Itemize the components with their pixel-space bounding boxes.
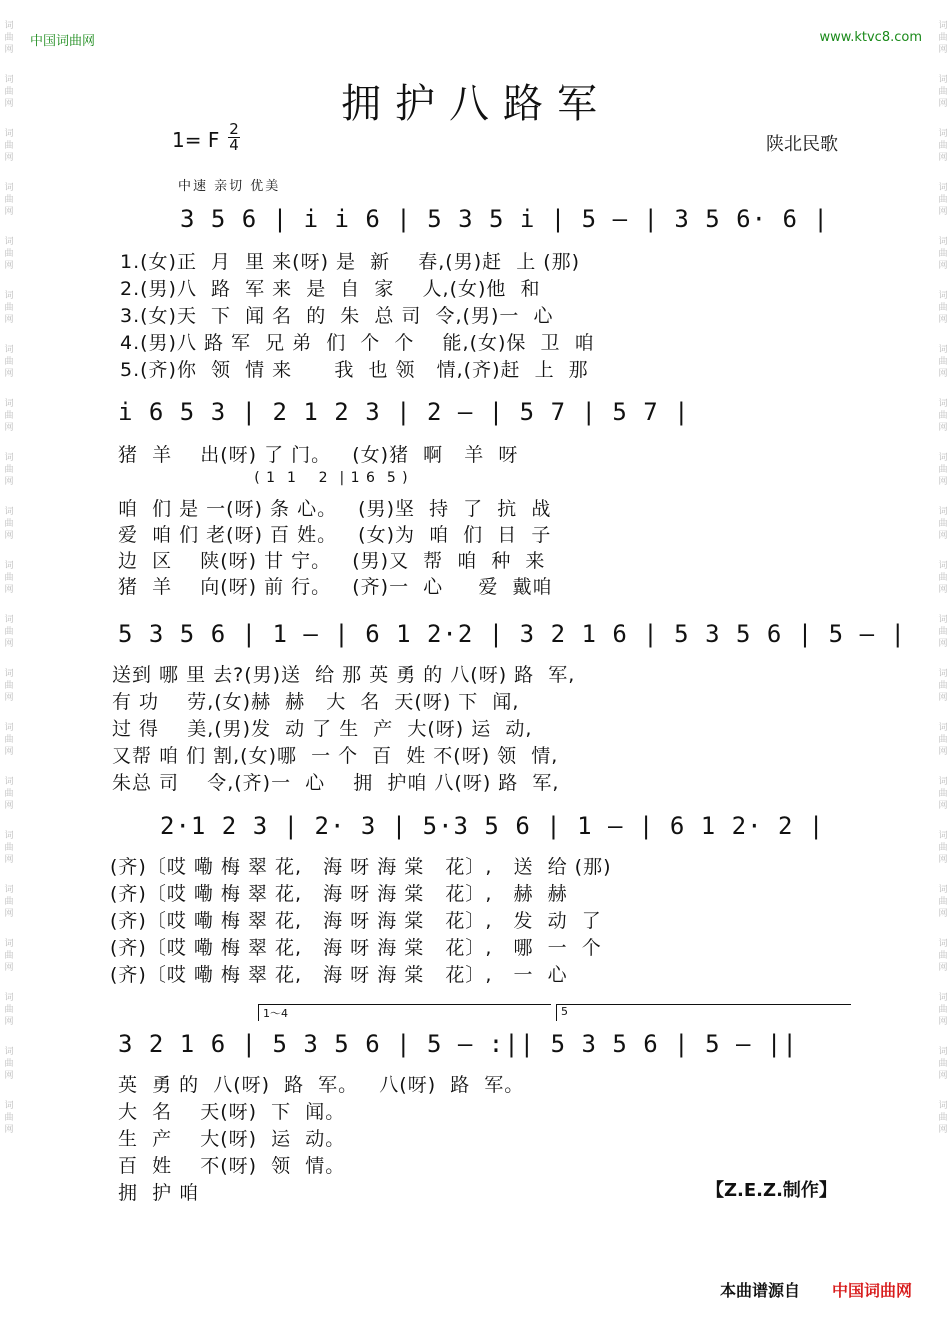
lyric-line: 送到 哪 里 去?(男)送 给 那 英 勇 的 八(呀) 路 军,	[112, 664, 576, 686]
side-watermark-text: 词曲网	[4, 507, 14, 541]
side-watermark-text: 词曲网	[938, 129, 948, 163]
credit-tag: 【Z.E.Z.制作】	[706, 1180, 837, 1201]
time-top: 2	[229, 120, 239, 138]
notes-line: 2·1 2 3 | 2· 3 | 5·3 5 6 | 1 — | 6 1 2· 2 |	[160, 812, 825, 840]
lyric-line: 咱 们 是 一(呀) 条 心。 (男)坚 持 了 抗 战	[118, 498, 552, 520]
side-watermark-text: 词曲网	[938, 615, 948, 649]
side-watermark-text: 词曲网	[938, 75, 948, 109]
lyric-line: (齐)〔哎 嘞 梅 翠 花, 海 呀 海 棠 花〕, 哪 一 个	[110, 937, 602, 959]
side-watermark-text: 词曲网	[4, 777, 14, 811]
side-watermark-text: 词曲网	[4, 21, 14, 55]
side-watermark-text: 词曲网	[4, 1047, 14, 1081]
lyric-line: 猪 羊 向(呀) 前 行。 (齐)一 心 爱 戴咱	[118, 576, 553, 598]
side-watermark-text: 词曲网	[938, 669, 948, 703]
side-watermark-text: 词曲网	[4, 831, 14, 865]
side-watermark-text: 词曲网	[4, 399, 14, 433]
side-watermark-text: 词曲网	[4, 129, 14, 163]
tempo-marking: 中速 亲切 优美	[178, 179, 281, 194]
volta-second-ending: 5	[556, 1004, 851, 1021]
song-title: 拥护八路军	[341, 81, 611, 127]
side-watermark-text: 词曲网	[4, 561, 14, 595]
lyric-line: ( 1 1 2 | 1 6 5 )	[118, 470, 409, 486]
side-watermark-text: 词曲网	[938, 399, 948, 433]
lyric-line: 3.(女)天 下 闻 名 的 朱 总 司 令,(男)一 心	[120, 305, 554, 327]
lyric-line: 百 姓 不(呀) 领 情。	[118, 1155, 346, 1177]
side-watermark-right	[936, 20, 950, 1154]
lyric-line: 有 功 劳,(女)赫 赫 大 名 天(呀) 下 闻,	[112, 691, 520, 713]
volta-first-ending: 1～4	[258, 1004, 551, 1021]
side-watermark-text: 词曲网	[938, 885, 948, 919]
side-watermark-text: 词曲网	[938, 831, 948, 865]
side-watermark-text: 词曲网	[938, 723, 948, 757]
side-watermark-text: 词曲网	[4, 345, 14, 379]
lyric-line: 边 区 陕(呀) 甘 宁。 (男)又 帮 咱 种 来	[118, 550, 546, 572]
side-watermark-text: 词曲网	[4, 1101, 14, 1135]
lyric-line: 生 产 大(呀) 运 动。	[118, 1128, 346, 1150]
side-watermark-text: 词曲网	[4, 993, 14, 1027]
lyric-line: 又帮 咱 们 割,(女)哪 一 个 百 姓 不(呀) 领 情,	[112, 745, 559, 767]
lyric-line: 拥 护 咱	[118, 1182, 200, 1204]
time-bottom: 4	[229, 136, 239, 154]
side-watermark-text: 词曲网	[938, 237, 948, 271]
notes-line: 3 2 1 6 | 5 3 5 6 | 5 — :|| 5 3 5 6 | 5 — ||	[118, 1030, 798, 1058]
key-signature: 1= F	[172, 128, 220, 152]
lyric-line: 5.(齐)你 领 情 来 我 也 领 情,(齐)赶 上 那	[120, 359, 589, 381]
lyric-line: 4.(男)八 路 军 兄 弟 们 个 个 能,(女)保 卫 咱	[120, 332, 595, 354]
lyric-line: 英 勇 的 八(呀) 路 军。 八(呀) 路 军。	[118, 1074, 525, 1096]
footer-source-site[interactable]: 中国词曲网	[832, 1281, 913, 1300]
side-watermark-text: 词曲网	[938, 21, 948, 55]
lyric-line: 过 得 美,(男)发 动 了 生 产 大(呀) 运 动,	[112, 718, 533, 740]
site-link-left[interactable]: 中国词曲网	[30, 34, 96, 49]
side-watermark-text: 词曲网	[938, 183, 948, 217]
side-watermark-text: 词曲网	[938, 1047, 948, 1081]
lyric-line: 2.(男)八 路 军 来 是 自 家 人,(女)他 和	[120, 278, 541, 300]
side-watermark-text: 词曲网	[4, 939, 14, 973]
side-watermark-text: 词曲网	[938, 777, 948, 811]
lyric-line: 爱 咱 们 老(呀) 百 姓。 (女)为 咱 们 日 子	[118, 524, 552, 546]
side-watermark-text: 词曲网	[938, 345, 948, 379]
lyric-line: 朱总 司 令,(齐)一 心 拥 护咱 八(呀) 路 军,	[112, 772, 560, 794]
side-watermark-text: 词曲网	[938, 291, 948, 325]
lyric-line: (齐)〔哎 嘞 梅 翠 花, 海 呀 海 棠 花〕, 赫 赫	[110, 883, 568, 905]
side-watermark-text: 词曲网	[938, 1101, 948, 1135]
side-watermark-text: 词曲网	[4, 885, 14, 919]
side-watermark-text: 词曲网	[938, 507, 948, 541]
song-origin: 陕北民歌	[766, 134, 838, 155]
side-watermark-text: 词曲网	[4, 723, 14, 757]
side-watermark-text: 词曲网	[4, 669, 14, 703]
side-watermark-text: 词曲网	[938, 453, 948, 487]
lyric-line: (齐)〔哎 嘞 梅 翠 花, 海 呀 海 棠 花〕, 送 给 (那)	[110, 856, 612, 878]
side-watermark-text: 词曲网	[938, 993, 948, 1027]
side-watermark-text: 词曲网	[938, 939, 948, 973]
footer-source-label: 本曲谱源自	[720, 1281, 801, 1300]
side-watermark-text: 词曲网	[4, 183, 14, 217]
notes-line: 3 5 6 | i i 6 | 5 3 5 i | 5 — | 3 5 6· 6 |	[180, 205, 829, 233]
side-watermark-text: 词曲网	[4, 615, 14, 649]
side-watermark-text: 词曲网	[4, 237, 14, 271]
side-watermark-text: 词曲网	[4, 453, 14, 487]
notes-line: i 6 5 3 | 2 1 2 3 | 2 — | 5 7 | 5 7 |	[118, 398, 690, 426]
side-watermark-text: 词曲网	[4, 291, 14, 325]
side-watermark-text: 词曲网	[4, 75, 14, 109]
side-watermark-left	[2, 20, 16, 1154]
side-watermark-text: 词曲网	[938, 561, 948, 595]
time-signature	[228, 122, 240, 153]
site-link-right[interactable]: www.ktvc8.com	[819, 30, 922, 45]
lyric-line: 1.(女)正 月 里 来(呀) 是 新 春,(男)赶 上 (那)	[120, 251, 581, 273]
lyric-line: (齐)〔哎 嘞 梅 翠 花, 海 呀 海 棠 花〕, 一 心	[110, 964, 568, 986]
lyric-line: 大 名 天(呀) 下 闻。	[118, 1101, 346, 1123]
notes-line: 5 3 5 6 | 1 — | 6 1 2·2 | 3 2 1 6 | 5 3 5 6 | 5 — |	[118, 620, 906, 648]
lyric-line: (齐)〔哎 嘞 梅 翠 花, 海 呀 海 棠 花〕, 发 动 了	[110, 910, 602, 932]
lyric-line: 猪 羊 出(呀) 了 门。 (女)猪 啊 羊 呀	[118, 444, 519, 466]
